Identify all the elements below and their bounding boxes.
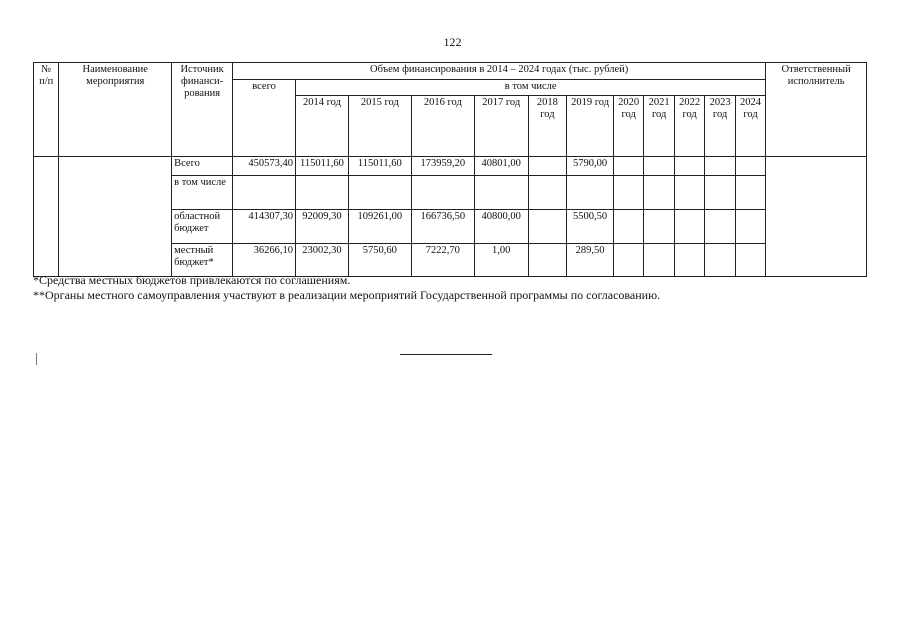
cell-value <box>528 244 567 277</box>
cell-value: 166736,50 <box>411 210 474 244</box>
cell-value <box>528 210 567 244</box>
header-year: 2023 год <box>705 96 735 157</box>
cell-value <box>474 176 528 210</box>
header-year: 2015 год <box>348 96 411 157</box>
cell-value <box>674 157 704 176</box>
cell-value <box>411 176 474 210</box>
cell-value: 1,00 <box>474 244 528 277</box>
cell-value <box>567 176 614 210</box>
cell-number <box>34 157 59 277</box>
cell-total <box>233 176 296 210</box>
header-year: 2017 год <box>474 96 528 157</box>
cell-source: в том числе <box>172 176 233 210</box>
cell-value: 7222,70 <box>411 244 474 277</box>
cell-value <box>613 176 643 210</box>
cell-source: местный бюджет* <box>172 244 233 277</box>
cell-value <box>735 157 765 176</box>
header-source: Источник финанси-рования <box>172 63 233 157</box>
cell-value <box>735 210 765 244</box>
cell-name <box>59 157 172 277</box>
cell-value: 92009,30 <box>296 210 349 244</box>
cell-value: 115011,60 <box>348 157 411 176</box>
cell-value: 109261,00 <box>348 210 411 244</box>
cell-value <box>735 176 765 210</box>
cell-value: 5750,60 <box>348 244 411 277</box>
cell-value <box>613 157 643 176</box>
cell-value <box>528 157 567 176</box>
cell-value <box>644 176 674 210</box>
separator-line <box>400 354 492 355</box>
header-including: в том числе <box>296 80 766 96</box>
cell-value <box>705 210 735 244</box>
cell-value: 173959,20 <box>411 157 474 176</box>
cell-value <box>705 176 735 210</box>
cell-value <box>613 244 643 277</box>
header-year: 2018 год <box>528 96 567 157</box>
cell-value <box>674 210 704 244</box>
cell-total: 414307,30 <box>233 210 296 244</box>
page-number: 122 <box>443 35 462 49</box>
cell-value: 289,50 <box>567 244 614 277</box>
cell-value <box>348 176 411 210</box>
header-year: 2020 год <box>613 96 643 157</box>
header-name: Наименование мероприятия <box>59 63 172 157</box>
cell-value: 40801,00 <box>474 157 528 176</box>
cell-source: Всего <box>172 157 233 176</box>
header-funding: Объем финансирования в 2014 – 2024 годах (тыс. рублей) <box>233 63 766 80</box>
cell-value <box>735 244 765 277</box>
header-number: № п/п <box>34 63 59 157</box>
cell-value: 40800,00 <box>474 210 528 244</box>
header-total: всего <box>233 80 296 157</box>
header-year: 2014 год <box>296 96 349 157</box>
cell-value: 115011,60 <box>296 157 349 176</box>
cell-value <box>644 157 674 176</box>
cell-value <box>705 244 735 277</box>
cell-value <box>674 244 704 277</box>
cell-value <box>644 244 674 277</box>
cell-value <box>644 210 674 244</box>
cell-value: 5790,00 <box>567 157 614 176</box>
cell-value <box>296 176 349 210</box>
scan-mark <box>36 353 37 365</box>
cell-responsible <box>766 157 867 277</box>
cell-source: областной бюджет <box>172 210 233 244</box>
financing-table <box>33 62 867 277</box>
header-year: 2024 год <box>735 96 765 157</box>
cell-value <box>705 157 735 176</box>
header-year: 2021 год <box>644 96 674 157</box>
footnote: *Средства местных бюджетов привлекаются по соглашениям. <box>33 273 351 287</box>
footnote: **Органы местного самоуправления участвуют в реализации мероприятий Государственной программы по согласованию. <box>33 288 661 302</box>
cell-value: 23002,30 <box>296 244 349 277</box>
cell-value <box>674 176 704 210</box>
header-year: 2019 год <box>567 96 614 157</box>
cell-total: 36266,10 <box>233 244 296 277</box>
header-year: 2022 год <box>674 96 704 157</box>
cell-value <box>613 210 643 244</box>
cell-value <box>528 176 567 210</box>
header-responsible: Ответственный исполнитель <box>766 63 867 157</box>
cell-total: 450573,40 <box>233 157 296 176</box>
header-year: 2016 год <box>411 96 474 157</box>
cell-value: 5500,50 <box>567 210 614 244</box>
table-row <box>34 157 867 176</box>
footnotes <box>33 273 660 303</box>
